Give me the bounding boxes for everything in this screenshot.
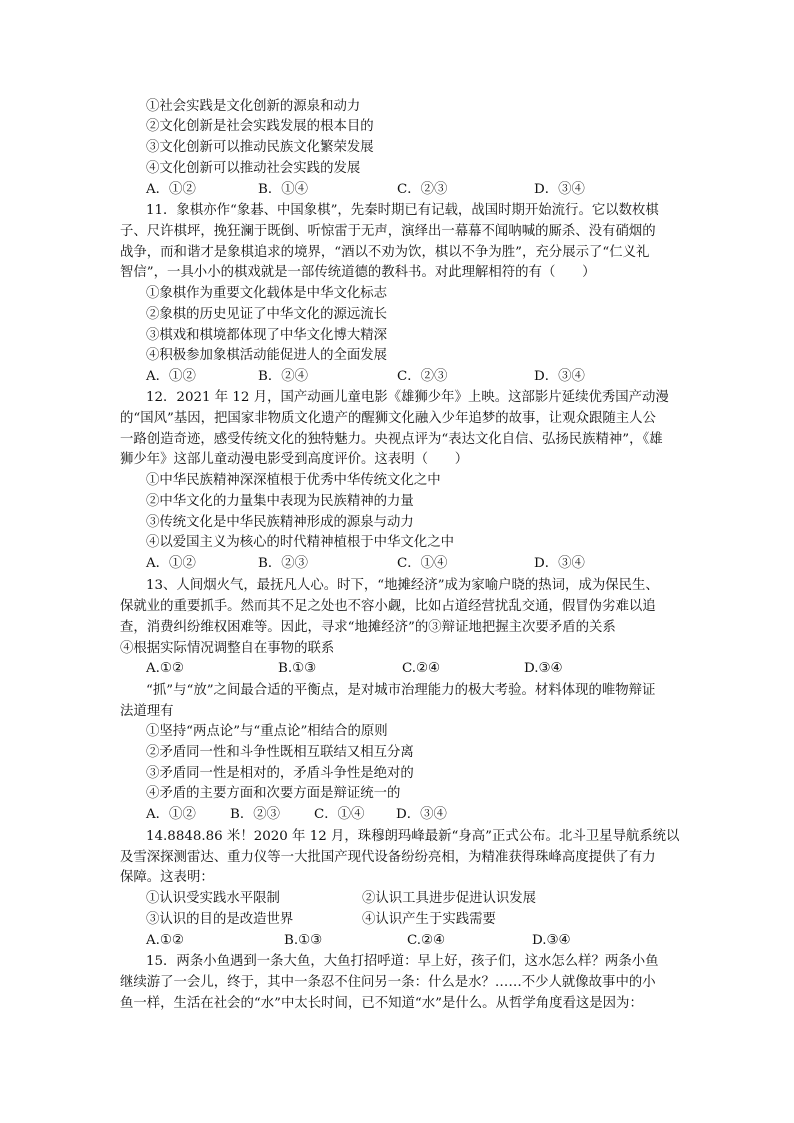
q10-answer-row <box>146 180 646 200</box>
q11-answer-c: C．②③ <box>397 369 448 384</box>
q15-stem-line-3: 鱼一样，生活在社会的“水”中太长时间，已不知道“水”是什么。从哲学角度看这是因为： <box>120 996 643 1011</box>
q14-items-row-1 <box>146 889 646 909</box>
q13-answer-c: C.②④ <box>402 661 441 676</box>
q14-item-2: ②认识工具进步促进认识发展 <box>362 891 537 906</box>
q14-answer-b: B.①③ <box>284 933 323 948</box>
q13-answer2-c: C．①④ <box>314 807 365 822</box>
q14-stem-line-2: 及雪深探测雷达、重力仪等一大批国产现代设备纷纷亮相，为精准获得珠峰高度提供了有力 <box>120 850 656 865</box>
q12-answer-d: D．③④ <box>534 556 585 571</box>
q10-item-1: ①社会实践是文化创新的源泉和动力 <box>146 99 361 114</box>
q13-item-4: ④矛盾的主要方面和次要方面是辩证统一的 <box>146 786 401 801</box>
q13-item-3: ③矛盾同一性是相对的，矛盾斗争性是绝对的 <box>146 766 414 781</box>
q10-answer-a: A．①② <box>146 182 196 197</box>
q12-stem-line-1: 12．2021 年 12 月，国产动画儿童电影《雄狮少年》上映。这部影片延续优秀国产动漫 <box>146 390 669 405</box>
q10-answer-d: D．③④ <box>534 182 585 197</box>
q14-answer-a: A.①② <box>146 933 184 948</box>
q14-item-4: ④认识产生于实践需要 <box>362 912 496 927</box>
q13-stem-line-3: 查，消费纠纷维权困难等。因此，寻求“地摊经济”的③辩证地把握主次要矛盾的关系 <box>120 620 616 635</box>
q12-stem-line-3: 一路创造奇迹，感受传统文化的独特魅力。央视点评为“表达文化自信、弘扬民族精神”，《雄 <box>120 432 663 447</box>
q13-answer-b: B.①③ <box>278 661 317 676</box>
q14-answer-d: D.③④ <box>532 933 571 948</box>
q12-stem-line-4: 狮少年》这部儿童动漫电影受到高度评价。这表明（ ） <box>120 452 469 467</box>
q10-answer-b: B．①④ <box>258 182 309 197</box>
q14-item-3: ③认识的目的是改造世界 <box>146 912 294 927</box>
q13-answer-row <box>146 659 646 679</box>
q13-answer2-d: D．③④ <box>396 807 447 822</box>
q11-stem-line-2: 子、尺许棋坪，挽狂澜于既倒、听惊雷于无声，演绎出一幕幕不闻呐喊的厮杀、没有硝烟的 <box>120 224 656 239</box>
q13-stem2-line-2: 法道理有 <box>120 704 174 719</box>
q12-stem-line-2: 的“国风”基因，把国家非物质文化遗产的醒狮文化融入少年追梦的故事，让观众跟随主人公 <box>120 411 656 426</box>
q13-item-2: ②矛盾同一性和斗争性既相互联结又相互分离 <box>146 745 414 760</box>
q13-answer2-b: B．②③ <box>230 807 281 822</box>
q11-item-3: ③棋戏和棋境都体现了中华文化博大精深 <box>146 328 388 343</box>
q15-stem-line-2: 继续游了一会儿，终于，其中一条忍不住问另一条：什么是水？……不少人就像故事中的小 <box>120 975 656 990</box>
q14-answer-row <box>146 931 646 951</box>
q14-items-row-2 <box>146 910 646 930</box>
q13-answer2-a: A．①② <box>146 807 196 822</box>
q12-answer-c: C．①④ <box>397 556 448 571</box>
q10-answer-c: C．②③ <box>397 182 448 197</box>
q12-answer-row <box>146 554 646 574</box>
q11-stem-line-1: 11．象棋亦作“象碁、中国象棋”，先秦时期已有记载，战国时期开始流行。它以数枚棋 <box>146 203 659 218</box>
q11-stem-line-3: 战争，而和谐才是象棋追求的境界，“酒以不劝为饮，棋以不争为胜”，充分展示了“仁义礼 <box>120 245 650 260</box>
q13-item-4-loose: ④根据实际情况调整自在事物的联系 <box>120 641 335 656</box>
q10-item-4: ④文化创新可以推动社会实践的发展 <box>146 161 361 176</box>
q11-item-4: ④积极参加象棋活动能促进人的全面发展 <box>146 348 388 363</box>
q13-answer2-row <box>146 805 546 825</box>
q13-answer-d: D.③④ <box>524 661 563 676</box>
q14-item-1: ①认识受实践水平限制 <box>146 891 280 906</box>
q10-item-3: ③文化创新可以推动民族文化繁荣发展 <box>146 140 374 155</box>
q11-item-2: ②象棋的历史见证了中华文化的源远流长 <box>146 307 388 322</box>
q12-item-1: ①中华民族精神深深植根于优秀中华传统文化之中 <box>146 473 441 488</box>
q12-item-4: ④以爱国主义为核心的时代精神植根于中华文化之中 <box>146 535 454 550</box>
q11-stem-line-4: 智信”，一具小小的棋戏就是一部传统道德的教科书。对此理解相符的有（ ） <box>120 265 596 280</box>
q13-stem-line-1: 13、人间烟火气，最抚凡人心。时下，“地摊经济”成为家喻户晓的热词，成为保民生、 <box>146 578 659 593</box>
q13-stem-line-2: 保就业的重要抓手。然而其不足之处也不容小觑，比如占道经营扰乱交通，假冒伪劣难以追 <box>120 599 656 614</box>
q14-stem-line-3: 保障。这表明： <box>120 870 214 885</box>
q13-item-1: ①坚持“两点论”与“重点论”相结合的原则 <box>146 724 388 739</box>
q11-answer-b: B．②④ <box>258 369 309 384</box>
q13-answer-a: A.①② <box>146 661 184 676</box>
q12-item-3: ③传统文化是中华民族精神形成的源泉与动力 <box>146 515 414 530</box>
q11-item-1: ①象棋作为重要文化载体是中华文化标志 <box>146 286 388 301</box>
q12-item-2: ②中华文化的力量集中表现为民族精神的力量 <box>146 494 414 509</box>
q14-stem-line-1: 14.8848.86 米！2020 年 12 月，珠穆朗玛峰最新“身高”正式公布。北斗卫星导航系统以 <box>146 829 680 844</box>
q10-item-2: ②文化创新是社会实践发展的根本目的 <box>146 119 374 134</box>
q11-answer-d: D．③④ <box>534 369 585 384</box>
q12-answer-a: A．①② <box>146 556 196 571</box>
q12-answer-b: B．②③ <box>258 556 309 571</box>
q14-answer-c: C.②④ <box>407 933 446 948</box>
q11-answer-row <box>146 367 646 387</box>
q15-stem-line-1: 15．两条小鱼遇到一条大鱼，大鱼打招呼道：早上好，孩子们，这水怎么样？两条小鱼 <box>146 954 659 969</box>
q13-stem2-line-1: “抓”与“放”之间最合适的平衡点，是对城市治理能力的极大考验。材料体现的唯物辩证 <box>146 683 656 698</box>
q11-answer-a: A．①② <box>146 369 196 384</box>
